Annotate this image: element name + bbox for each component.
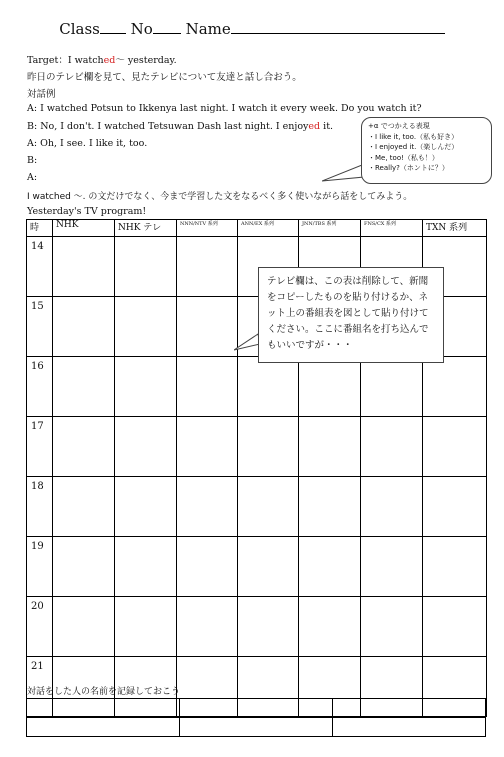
- name-entry-cell[interactable]: [27, 718, 180, 737]
- worksheet-header: [0, 20, 504, 38]
- bubble-item: ・I like it, too.（私も好き）: [368, 132, 459, 141]
- column-header: NNN/NTV 系列: [177, 220, 238, 237]
- class-blank[interactable]: [100, 21, 126, 34]
- advice-line: [27, 189, 412, 202]
- hour-cell: 19: [27, 537, 53, 597]
- bubble-item: ・I enjoyed it.（楽しんだ）: [368, 143, 459, 151]
- program-cell[interactable]: [238, 417, 299, 477]
- target-text: Target：I watch: [27, 55, 104, 66]
- program-cell[interactable]: [115, 537, 177, 597]
- column-header: ANN/EX 系列: [238, 220, 299, 237]
- program-cell[interactable]: [53, 537, 115, 597]
- program-cell[interactable]: [423, 477, 487, 537]
- hour-cell: 16: [27, 357, 53, 417]
- program-cell[interactable]: [361, 537, 423, 597]
- column-header: 時: [27, 220, 53, 237]
- dialogue-b1: [27, 121, 333, 132]
- program-cell[interactable]: [115, 297, 177, 357]
- target-suffix: ～ yesterday.: [115, 55, 177, 66]
- program-cell[interactable]: [423, 537, 487, 597]
- target-line: [27, 52, 177, 66]
- table-row: [27, 597, 487, 657]
- program-cell[interactable]: [361, 357, 423, 417]
- column-header: TXN 系列: [423, 220, 487, 237]
- program-cell[interactable]: [361, 597, 423, 657]
- hour-cell: 18: [27, 477, 53, 537]
- program-cell[interactable]: [423, 357, 487, 417]
- instruction-line: 昨日のテレビ欄を見て、見たテレビについて友達と話し合おう。: [27, 72, 302, 83]
- bubble-tail: [322, 165, 366, 185]
- target-ed-highlight: ed: [103, 55, 116, 66]
- dialogue-a1: A: I watched Potsun to Ikkenya last night. I watch it every week. Do you watch it?: [27, 103, 422, 114]
- column-header: NHK: [53, 220, 115, 237]
- dialogue-b2: B:: [27, 155, 38, 166]
- program-cell[interactable]: [299, 597, 361, 657]
- program-cell[interactable]: [238, 357, 299, 417]
- name-blank[interactable]: [231, 21, 445, 34]
- bubble-title: +α でつかえる表現: [368, 122, 430, 130]
- program-cell[interactable]: [177, 597, 238, 657]
- expressions-bubble: [361, 117, 492, 184]
- dialogue-b1-text: B: No, I don't. I watched Tetsuwan Dash last night. I enjoy: [27, 121, 309, 132]
- program-cell[interactable]: [115, 237, 177, 297]
- no-blank[interactable]: [153, 21, 181, 34]
- program-cell[interactable]: [238, 537, 299, 597]
- name-entry-cell[interactable]: [333, 699, 486, 718]
- program-cell[interactable]: [115, 597, 177, 657]
- table-header-row: [27, 220, 487, 237]
- hour-cell: 17: [27, 417, 53, 477]
- program-cell[interactable]: [361, 477, 423, 537]
- dialogue-b1-suffix: it.: [320, 121, 334, 132]
- program-cell[interactable]: [299, 357, 361, 417]
- program-cell[interactable]: [53, 597, 115, 657]
- program-cell[interactable]: [177, 297, 238, 357]
- program-cell[interactable]: [299, 537, 361, 597]
- class-label: Class: [59, 20, 100, 38]
- program-cell[interactable]: [423, 417, 487, 477]
- example-heading: 対話例: [27, 89, 56, 100]
- instruction-note: テレビ欄は、この表は削除して、新聞をコピーしたものを貼り付けるか、ネット上の番組表を図として貼り付けてください。ここに番組名を打ち込んでもいいですが・・・: [258, 267, 444, 363]
- program-cell[interactable]: [238, 597, 299, 657]
- table-row: [27, 357, 487, 417]
- hour-cell: 21: [27, 657, 53, 717]
- program-cell[interactable]: [299, 417, 361, 477]
- program-cell[interactable]: [53, 357, 115, 417]
- program-cell[interactable]: [423, 597, 487, 657]
- program-cell[interactable]: [115, 417, 177, 477]
- program-cell[interactable]: [115, 357, 177, 417]
- dialogue-a2: A: Oh, I see. I like it, too.: [27, 138, 148, 149]
- program-cell[interactable]: [53, 417, 115, 477]
- program-cell[interactable]: [299, 477, 361, 537]
- name-entry-cell[interactable]: [180, 699, 333, 718]
- name-label: Name: [185, 20, 231, 38]
- column-header: JNN/TBS 系列: [299, 220, 361, 237]
- program-cell[interactable]: [53, 477, 115, 537]
- table-row: [27, 417, 487, 477]
- hour-cell: 15: [27, 297, 53, 357]
- b1-ed-highlight: ed: [308, 121, 321, 132]
- no-label: No: [130, 20, 153, 38]
- table-row: [27, 718, 486, 737]
- program-cell[interactable]: [177, 357, 238, 417]
- dialogue-a3: A:: [27, 172, 38, 183]
- program-cell[interactable]: [238, 477, 299, 537]
- table-row: [27, 477, 487, 537]
- name-entry-cell[interactable]: [333, 718, 486, 737]
- bubble-item: ・Me, too!（私も！）: [368, 153, 439, 162]
- name-entry-cell[interactable]: [27, 699, 180, 718]
- table-row: [27, 537, 487, 597]
- program-cell[interactable]: [53, 237, 115, 297]
- program-cell[interactable]: [177, 537, 238, 597]
- tv-program-heading: Yesterday's TV program!: [27, 206, 147, 217]
- column-header: NHK テレ: [115, 220, 177, 237]
- program-cell[interactable]: [177, 417, 238, 477]
- names-table: [26, 698, 486, 737]
- hour-cell: 14: [27, 237, 53, 297]
- program-cell[interactable]: [115, 477, 177, 537]
- names-heading: 対話をした人の名前を記録しておこう: [27, 687, 181, 697]
- hour-cell: 20: [27, 597, 53, 657]
- program-cell[interactable]: [177, 237, 238, 297]
- column-header: FNS/CX 系列: [361, 220, 423, 237]
- table-row: [27, 699, 486, 718]
- name-entry-cell[interactable]: [180, 718, 333, 737]
- bubble-item: ・Really?（ホントに？）: [368, 164, 449, 172]
- program-cell[interactable]: [53, 297, 115, 357]
- advice-text: I watched ～. の文だけでなく、今まで学習した文をなるべく多く使いながら話をしてみよう。: [27, 192, 413, 202]
- program-cell[interactable]: [361, 417, 423, 477]
- program-cell[interactable]: [177, 477, 238, 537]
